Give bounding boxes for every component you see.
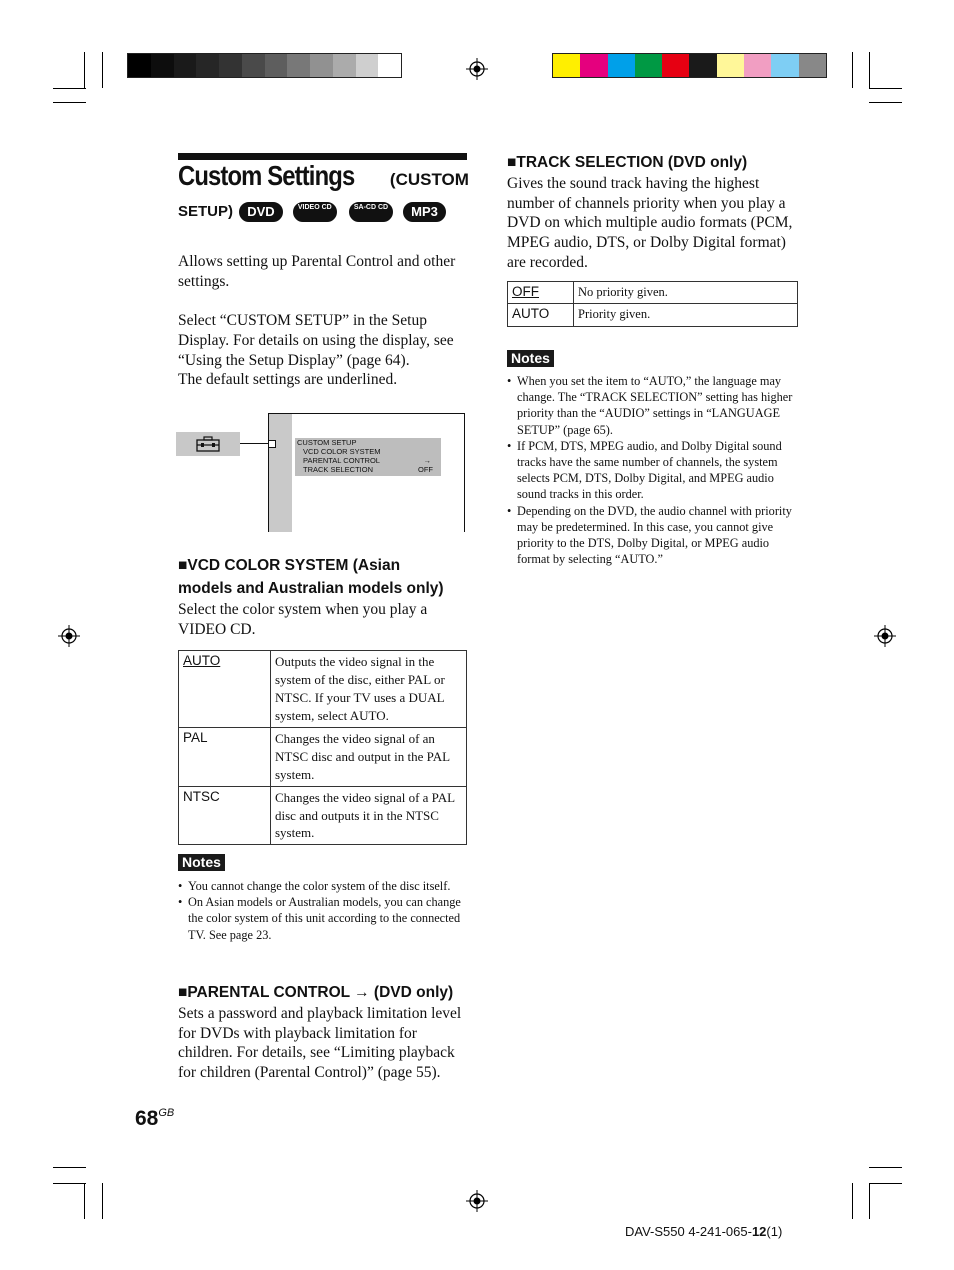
color-swatch [580,54,607,77]
crop-mark [84,1183,85,1219]
track-notes [507,350,799,567]
notes-label: Notes [507,350,554,367]
intro-p2: Select “CUSTOM SETUP” in the Setup Display. For details on using the display, see “Using the Setup Display” (page 64). [178,312,454,369]
title-sub2: SETUP) [178,202,234,220]
custom-setup-menu [295,438,441,476]
doc-id-prefix: DAV-S550 4-241-065- [625,1224,752,1239]
crop-mark [869,1183,902,1184]
color-swatch [689,54,716,77]
color-swatch [128,54,151,77]
color-swatch [219,54,242,77]
color-swatch [662,54,689,77]
crop-mark [102,1183,103,1219]
document-id [625,1224,782,1239]
crop-mark [869,1183,870,1219]
sa-cd-badge-label: SA-CD CD [353,204,389,211]
description-cell: Outputs the video signal in the system of the disc, either PAL or NTSC. If your TV uses a DUAL system, select AUTO. [271,651,467,728]
menu-item-vcd-color-system: VCD COLOR SYSTEM [303,447,381,456]
menu-item-track-selection [295,465,441,474]
setup-display-illustration [176,413,466,532]
table-row [179,651,467,728]
color-swatch [553,54,580,77]
menu-item-track-value: OFF [418,465,433,474]
color-swatch [265,54,288,77]
doc-id-suffix: (1) [766,1224,783,1239]
description-cell: Changes the video signal of an NTSC disc and output in the PAL system. [271,727,467,786]
table-row [179,786,467,845]
sa-cd-badge-icon [349,202,393,222]
crop-mark [53,102,86,103]
parental-heading: ■PARENTAL CONTROL → (DVD only) [178,984,454,1001]
notes-list [507,373,799,567]
registration-mark-icon [466,1190,488,1212]
color-swatch [333,54,356,77]
grayscale-calibration-bar [127,53,402,78]
note-item: • If PCM, DTS, MPEG audio, and Dolby Digital sound tracks have the same number of channels, the system selects PCM, DTS, Dolby Digital, and MPEG audio sound tracks in this order. [507,438,799,503]
video-cd-badge-icon [293,202,337,222]
crop-mark [53,1183,86,1184]
color-swatch [771,54,798,77]
color-swatch [799,54,826,77]
crop-mark [84,52,85,88]
color-swatch [356,54,379,77]
table-row [508,304,798,326]
mp3-badge-icon: MP3 [403,202,446,222]
color-swatch [287,54,310,77]
crop-mark [53,1167,86,1168]
crop-mark [102,52,103,88]
menu-item-track-label: TRACK SELECTION [303,465,374,474]
menu-title: CUSTOM SETUP [297,438,357,447]
dvd-badge-icon: DVD [239,202,282,222]
description-cell: Priority given. [574,304,798,326]
crop-mark [869,52,870,88]
color-swatch [174,54,197,77]
page-title [178,160,478,192]
color-swatch [242,54,265,77]
track-heading: ■TRACK SELECTION (DVD only) [507,154,748,171]
menu-arrow-icon: → [423,456,431,465]
option-cell: NTSC [179,786,271,845]
vcd-description: Select the color system when you play a VIDEO CD. [178,601,428,638]
title-main: Custom Settings [178,160,355,191]
intro [178,252,470,390]
registration-mark-icon [58,625,80,647]
doc-id-bold: 12 [751,1224,767,1239]
intro-p1: Allows setting up Parental Control and other settings. [178,253,456,290]
color-calibration-bar [552,53,827,78]
page-number-value: 68 [135,1107,159,1130]
notes-list [178,878,468,943]
vcd-notes [178,854,468,943]
registration-mark-icon [874,625,896,647]
vcd-options-table [178,650,467,845]
color-swatch [717,54,744,77]
note-item: • You cannot change the color system of the disc itself. [178,878,468,894]
menu-item-parental-label: PARENTAL CONTROL [303,456,380,465]
color-swatch [151,54,174,77]
table-row [179,727,467,786]
vcd-heading [178,554,478,600]
description-cell: No priority given. [574,282,798,304]
title-line2 [178,202,446,222]
page-number [135,1107,174,1131]
track-options-table [507,281,798,327]
crop-mark [53,88,86,89]
notes-label: Notes [178,854,225,871]
note-item: • Depending on the DVD, the audio channel with priority may be predetermined. In this case, you cannot give priority to the DTS, Dolby Digital, or MPEG audio format by selecting “AUTO.” [507,503,799,568]
custom-setup-icon [176,432,240,456]
track-description: Gives the sound track having the highest number of channels priority when you play a DVD on which multiple audio formats (PCM, MPEG audio, DTS, or Dolby Digital format) are recorded. [507,175,793,271]
crop-mark [852,1183,853,1219]
option-cell: AUTO [179,651,271,728]
vcd-heading-line1: ■VCD COLOR SYSTEM (Asian [178,557,401,574]
toolbox-icon [196,436,220,452]
intro-p3: The default settings are underlined. [178,371,398,389]
option-cell: AUTO [508,304,574,326]
color-swatch [378,54,401,77]
screen-frame-top [268,413,465,414]
menu-item-parental-control [295,456,441,465]
parental-description: Sets a password and playback limitation level for DVDs with playback limitation for children. For details, see “Limiting playback for children (Parental Control)” (page 55). [178,1005,462,1082]
registration-mark-icon [466,58,488,80]
page-number-suffix: GB [158,1107,175,1119]
crop-mark [869,102,902,103]
color-swatch [310,54,333,77]
color-swatch [635,54,662,77]
selection-pointer [240,443,268,444]
title-sub: (CUSTOM [389,170,469,189]
crop-mark [869,88,902,89]
screen-frame-right [464,413,465,532]
option-cell: PAL [179,727,271,786]
selection-marker [268,440,276,448]
vcd-heading-line2: models and Australian models only) [178,580,444,597]
color-swatch [744,54,771,77]
crop-mark [869,1167,902,1168]
description-cell: Changes the video signal of a PAL disc and outputs it in the NTSC system. [271,786,467,845]
note-item: • When you set the item to “AUTO,” the language may change. The “TRACK SELECTION” setting has higher priority than the “AUDIO” settings in “LANGUAGE SETUP” (page 65). [507,373,799,438]
screen-sidebar [268,413,292,532]
note-item: • On Asian models or Australian models, you can change the color system of this unit according to the connected TV. See page 23. [178,894,468,943]
color-swatch [608,54,635,77]
table-row [508,282,798,304]
color-swatch [196,54,219,77]
crop-mark [852,52,853,88]
title-rule [178,153,467,160]
option-cell: OFF [508,282,574,304]
video-cd-badge-label: VIDEO CD [297,204,332,211]
